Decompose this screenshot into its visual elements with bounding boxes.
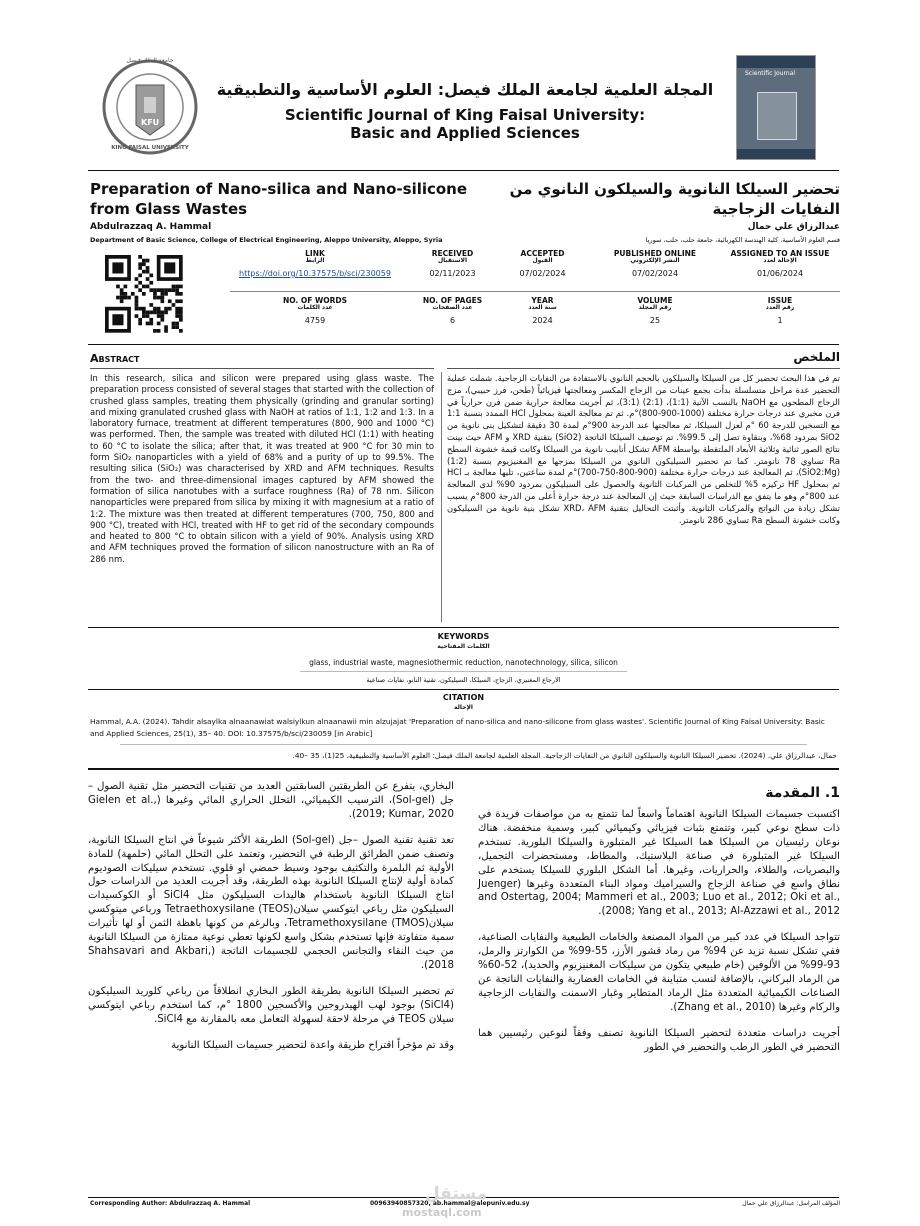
meta-accepted-value: 07/02/2024 bbox=[519, 268, 566, 278]
abstract-column-divider bbox=[441, 372, 442, 622]
meta-accepted-label-ar: القبول bbox=[532, 257, 553, 265]
body-paragraph: تتواجد السيلكا في عدد كبير من المواد المصنعة والخامات الطبيعية والنفايات الصناعية، ففي تشكل نسبة تزيد عن 94% من رماد قشور الأرز، 55-99% من الكوارتز والرمل، 93-99% من الألوفين (خام طبيعي يتكون من سيليكات المغنيزيوم والحديد)، 52-60% من الرماد البركاني، بالإضافة لنسب متباينة في الخامات الغضارية والنفايات الناتجة عن الصناعات الكيميائية المتعددة مثل الرماد المتطاير وغبار الاسمنت والنفايات الزجاجية والركام وغيرها (Zhang et al., 2010). bbox=[478, 932, 840, 1013]
meta-accepted-label: ACCEPTED bbox=[520, 249, 565, 258]
meta-divider bbox=[230, 291, 840, 292]
article-title-en: Preparation of Nano-silica and Nano-silicone from Glass Wastes bbox=[90, 180, 468, 218]
logo-text-ar: جامعة الملك فيصل bbox=[126, 57, 174, 64]
meta-words bbox=[230, 297, 400, 325]
journal-title-en-line2: Basic and Applied Sciences bbox=[350, 124, 580, 142]
logo-abbr: KFU bbox=[141, 118, 160, 127]
abstract-heading-en: Abstract bbox=[90, 352, 140, 365]
body-paragraph: تم تحضير السيلكا النانوية بطريقة الطور البخاري انطلاقاً من رباعي كلوريد السيليكون (SiCl4) بوجود لهب الهيدروجين والأكسجين 1800 °م، كما استخدم رباعي ايتوكسي سيلان TEOS في مرحلة لاحقة لسهولة التعامل معه بالمقارنة مع SiCl4. bbox=[88, 985, 454, 1025]
meta-volume-label-ar: رقم المجلد bbox=[638, 304, 672, 312]
citation-divider bbox=[120, 744, 807, 745]
meta-published-label: PUBLISHED ONLINE bbox=[613, 249, 697, 258]
meta-assigned-value: 01/06/2024 bbox=[756, 268, 804, 278]
body-paragraph: وقد تم مؤخراً اقتراح طريقة واعدة لتحضير جسيمات السيلكا النانوية bbox=[171, 1039, 454, 1051]
abstract-heading-ar: الملخص bbox=[793, 350, 840, 364]
affiliation-ar: قسم العلوم الأساسية، كلية الهندسة الكهربائية، جامعة حلب، حلب، سوريا bbox=[645, 236, 840, 244]
abstract-text-en: In this research, silica and silicon were prepared using glass waste. The preparation process consisted of several stages that started with the collection of crushed glass samples, treating them physically (grinding and granular sorting) and mixing granulated crushed glass with NaOH at ratios of 1:1, 1:2 and 1:3. In a laboratory furnace, treatment at different temperatures (800, 900 and 1000 °C) was performed. Then, the sample was treated with diluted HCl (1:1) with heating to 60 °C to isolate the silica; after that, it was treated at 900 °C for 30 min to form SiO₂ nanoparticles with a yield of 68% and a purity of up to 99.5%. The resulting silica (SiO₂) was characterised by XRD and AFM techniques. Results from the two- and three-dimensional images captured by AFM showed the formation of silica nanotubes with a surface roughness (Ra) of 78 nm. Silicon nanoparticles were prepared from silica by mixing it with magnesium at a ratio of 1:2. The mixture was then treated at different temperatures (700, 750, 800 and 900 °C), treated with HCl, treated with HF to get rid of the secondary compounds and heated to 800 °C to obtain silicon with a yield of 90%. Analysis using XRD and AFM techniques proved the formation of silicon nanostructure with an Ra of 286 nm. bbox=[90, 373, 434, 564]
citation-en: Hammal, A.A. (2024). Tahdir alsaylka alnaanawiat walsiylkun alnaanawii min alzujajat 'Preparation of nano-silica and nano-silicone from glass wastes'. Scientific Journal of King Faisal University: Basic and Applied Sciences, 25(1), 35– 40. DOI: 10.37575/b/sci/230059 [in Arabic] bbox=[90, 717, 825, 738]
keywords-bottom-divider bbox=[88, 689, 839, 690]
meta-published-value: 07/02/2024 bbox=[631, 268, 679, 278]
body-column-left bbox=[88, 780, 454, 1064]
citation-bottom-divider bbox=[88, 768, 839, 770]
meta-issue bbox=[718, 297, 842, 325]
meta-issue-value: 1 bbox=[777, 315, 783, 325]
meta-year-label: YEAR bbox=[531, 296, 554, 305]
meta-year-label-ar: سنة العدد bbox=[528, 304, 557, 312]
body-paragraph: أجريت دراسات متعددة لتحضير السيلكا النانوية تصنف وفقاً لنوعين رئيسيين هما التحضير في الطور الرطب والتحضير في الطور bbox=[478, 1027, 840, 1053]
body-paragraph: البخاري، يتفرع عن الطريقتين السابقتين العديد من تقنيات التحضير مثل تقنية الصول –جل (Sol-gel)، الترسيب الكيميائي، التحلل الحراري المائي وغيرها (Gielen et al., 2019; Kumar, 2020). bbox=[88, 781, 454, 820]
meta-bottom-divider bbox=[88, 344, 839, 345]
affiliation-en: Department of Basic Science, College of Electrical Engineering, Aleppo University, Aleppo, Syria bbox=[90, 236, 443, 244]
citation-heading-ar: الإحالة bbox=[454, 704, 473, 711]
meta-words-value: 4759 bbox=[304, 315, 326, 325]
meta-volume-label: VOLUME bbox=[637, 296, 673, 305]
keywords-en: glass, industrial waste, magnesiothermic reduction, nanotechnology, silica, silicon bbox=[309, 658, 618, 667]
watermark-url: mostaql.com bbox=[402, 1206, 482, 1219]
keywords-heading-ar: الكلمات المفتاحية bbox=[437, 643, 490, 650]
meta-received-label: RECEIVED bbox=[431, 249, 474, 258]
meta-year bbox=[500, 297, 585, 325]
meta-words-label-ar: عدد الكلمات bbox=[297, 304, 333, 312]
keywords-ar: الارجاع المغنيزي، الزجاج، السيلكا، السيليكون، تقنية النانو، نفايات صناعية bbox=[366, 676, 561, 684]
meta-assigned bbox=[718, 250, 842, 278]
meta-words-label: NO. OF WORDS bbox=[282, 296, 348, 305]
footer-corresponding-author: Corresponding Author: Abdulrazzaq A. Hammal bbox=[90, 1200, 251, 1207]
logo-text: KING FAISAL UNIVERSITY bbox=[111, 145, 189, 151]
meta-published-label-ar: النشر الإلكتروني bbox=[630, 257, 680, 265]
header-divider bbox=[88, 170, 839, 171]
author-name-en: Abdulrazzaq A. Hammal bbox=[90, 222, 212, 232]
footer-corresponding-author-ar: المؤلف المراسل: عبدالرزاق علي حمال bbox=[742, 1200, 840, 1207]
meta-link-label: LINK bbox=[305, 249, 325, 258]
meta-issue-label: ISSUE bbox=[767, 296, 793, 305]
abstract-en-rule bbox=[90, 368, 434, 369]
meta-assigned-label: ASSIGNED TO AN ISSUE bbox=[730, 249, 830, 258]
citation-ar: حمال، عبدالرزاق علي. (2024). تحضير السيلكا النانوية والسيلكون النانوي من النفايات الزجاجية. المجلة العلمية لجامعة الملك فيصل: العلوم الأساسية والتطبيقية، 25(1)، 35 –40. bbox=[292, 751, 837, 760]
university-logo bbox=[100, 55, 200, 160]
body-column-right bbox=[478, 808, 840, 1067]
meta-link bbox=[230, 250, 400, 278]
section-heading-introduction: 1. المقدمة bbox=[765, 785, 840, 801]
article-title-ar: تحضير السيلكا النانوية والسيلكون النانوي من النفايات الزجاجية bbox=[509, 180, 840, 218]
meta-received bbox=[410, 250, 495, 278]
body-paragraph: اكتسبت جسيمات السيلكا النانوية اهتماماً واسعاً لما تتمتع به من مواصفات فريدة في ذات سطح نوعي كبير، وتتمتع بثبات فيزيائي وكيميائي كبير، وسمية منخفضة. هناك نوعان رئيسيان من السيلكا هما السيلكا غير المتبلورة والسيلكا البلورية. تستخدم السيلكا غير المتبلورة في صناعة البلاستيك، والمطاط، ومستحضرات التجميل، والبصريات، والطلاء، والحراريات، وغيرها. أما الشكل البلوري للسيلكا يستخدم على نطاق واسع في صناعة الزجاج والسيراميك ومواد البناء المتعددة وغيرها (Juenger and Ostertag, 2004; Mammeri et al., 2003; Luo et al., 2012; Oki et al., 2008; Yang et al., 2013; Al-Azzawi et al., 2012). bbox=[478, 809, 840, 918]
meta-assigned-label-ar: الإحالة لعدد bbox=[763, 257, 797, 265]
keywords-divider bbox=[300, 671, 627, 672]
meta-received-value: 02/11/2023 bbox=[429, 268, 476, 278]
keywords-heading: KEYWORDS bbox=[437, 632, 490, 641]
author-name-ar: عبدالرزاق علي حمال bbox=[747, 222, 840, 232]
abstract-bottom-divider bbox=[88, 627, 839, 628]
meta-pages-label-ar: عدد الصفحات bbox=[432, 304, 473, 312]
watermark: مستقل bbox=[425, 1184, 488, 1204]
doi-link[interactable]: https://doi.org/10.37575/b/sci/230059 bbox=[239, 268, 391, 278]
footer-contact[interactable]: 00963940857320, ab.hammal@alepuniv.edu.sy bbox=[370, 1200, 530, 1207]
journal-cover-image bbox=[736, 55, 816, 160]
meta-issue-label-ar: رقم العدد bbox=[765, 304, 795, 312]
meta-volume-value: 25 bbox=[649, 315, 661, 325]
meta-received-label-ar: الاستقبال bbox=[437, 257, 468, 265]
meta-pages-label: NO. OF PAGES bbox=[422, 296, 483, 305]
meta-pages-value: 6 bbox=[449, 315, 456, 325]
body-paragraph: تعد تقنية تقنية الصول –جل (Sol-gel) الطريقة الأكثر شيوعاً في انتاج السيلكا النانوية، وتصنف ضمن الطرائق الرطبة في التحضير، وتعتمد على التحلل المائي (حلمهة) للمادة الأولية ثم البلمرة والتكثيف بوجود وسيط حمضي او قلوي. تستخدم سيليكات الصوديوم كمادة أولية لإنتاج السيلكا النانوية بهذه الطريقة، وقد أجريت العديد من الدراسات حول انتاج السيلكا النانوية باستخدام هاليدات السيليكون مثل SiCl4 أو الكوكسيدات السيليكون مثل رباعي ايتوكسي سيلان(TEOS) Tetraethoxysilane ورباعي ميتوكسي سيلان(TMOS) Tetramethoxysilane، وبالرغم من كونها باهظة الثمن أو لها تأثيرات سمية متفاوتة فإنها تستخدم بشكل واسع لكونها تعطي نوعية ممتازة من السيلكا النانوية من حيث النقاء والتجانس الحجمي للجسيمات الناتجة (Shahsavari and Akbari, 2018). bbox=[88, 834, 454, 971]
cover-label: Scientific Journal bbox=[745, 70, 796, 77]
abstract-text-ar: تم في هذا البحث تحضير كل من السيلكا والسيلكون بالحجم النانوي بالاستفادة من النفايات الزجاجية. شملت عملية التحضير عدة مراحل متسلسلة بدأت بجمع عينات من الزجاج المكسر ومعالجتها فيزيائياً (طحن، فرز حبيبي)، مزج الزجاج المطحون مع NaOH بالنسب الآتية (1:1)، (2:1) (3:1)، ثم أجريت معالجة حرارية ضمن فرن حرارياً في فرن مخبري عند درجات حرارة مختلفة (1000-900-800)°م. ثم تم معالجة العينة بمحلول HCl الممدد بنسبة 1:1 مع التسخين للدرجة 60 °م لعزل السيلكا، ثم معالجتها عند الدرجة 900°م لمدة 30 دقيقة لتشكيل بنى نانوية من SiO2 بمردود 68%، وبنقاوة تصل إلى 99.5%. تم توصيف السيلكا الناتجة (SiO2) بتقنية XRD و AFM حيث بينت نتائج الصور ثنائية وثلاثية الأبعاد الملتقطة بواسطة AFM تشكل أنابيب نانوية من السيلكا وكانت قيمة خشونة السطح Ra تساوي 78 نانومتر. كما تم تحضير السيليكون النانوي من السيلكا بمزجها مع المغنيزيوم بنسبة (1:2)(SiO2:Mg)، ثم المعالجة عند درجات حرارة مختلفة (900-800-750-700)°م لمدة ساعتين، تليها معالجة بـ HCl ثم بمحلول HF تركيزه 5% للتخلص من المركبات الثانوية والحصول على السيليكون بمردود 90% لدى المعالجة عند 800°م وهو ما يتفق مع الدراسات السابقة حيث إن المعالجة عند درجة حرارة أعلى من الدرجة 800°م يسبب تشكل زيادة من النواتج والمركبات الثانوية. وأثبتت التحاليل بتقنية XRD، AFM تشكل بنية نانوية من السيليكون وكانت خشونة السطح Ra تساوي 286 نانومتر. bbox=[447, 373, 841, 525]
journal-title-ar: المجلة العلمية لجامعة الملك فيصل: العلوم الأساسية والتطبيقية bbox=[216, 80, 714, 99]
meta-pages bbox=[410, 297, 495, 325]
meta-accepted bbox=[500, 250, 585, 278]
journal-title-en-line1: Scientific Journal of King Faisal University: bbox=[284, 106, 646, 124]
qr-code[interactable] bbox=[105, 255, 187, 333]
meta-year-value: 2024 bbox=[532, 315, 553, 325]
abstract-ar-rule bbox=[447, 368, 840, 369]
meta-link-label-ar: الرابط bbox=[305, 257, 325, 265]
meta-volume bbox=[595, 297, 715, 325]
meta-published bbox=[595, 250, 715, 278]
citation-heading: CITATION bbox=[442, 693, 485, 702]
